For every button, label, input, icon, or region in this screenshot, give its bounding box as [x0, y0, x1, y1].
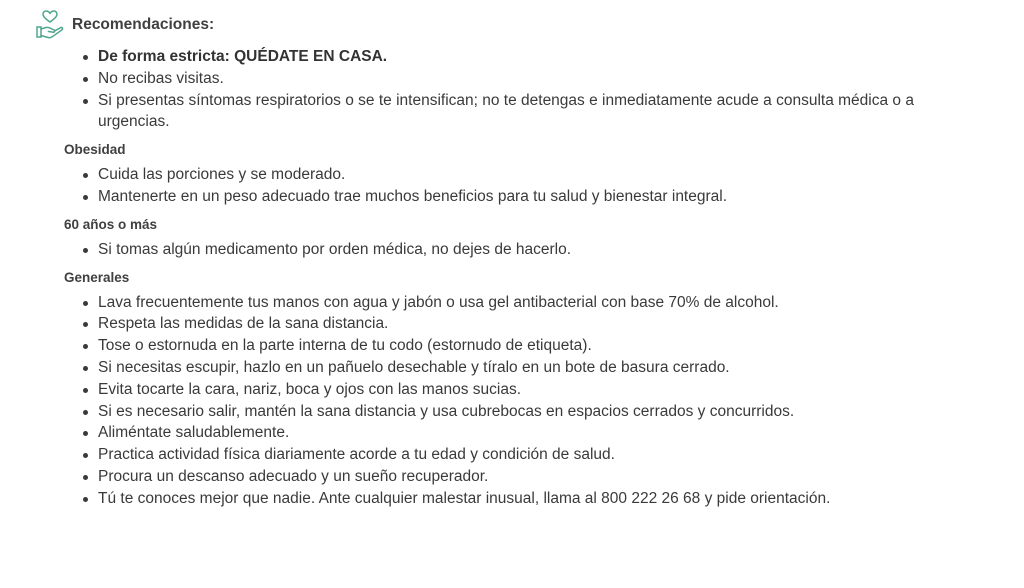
list-item: Lava frecuentemente tus manos con agua y jabón o usa gel antibacterial con base 70% de alcohol. — [98, 292, 964, 314]
main-recommendations-list — [64, 46, 964, 133]
list-item: Evita tocarte la cara, nariz, boca y ojos con las manos sucias. — [98, 379, 964, 401]
list-item: No recibas visitas. — [98, 68, 964, 90]
section-title-generales: Generales — [64, 269, 130, 285]
recommendations-header — [36, 10, 214, 40]
list-item: Aliméntate saludablemente. — [98, 422, 964, 444]
list-item: Tú te conoces mejor que nadie. Ante cualquier malestar inusual, llama al 800 222 26 68 y pide orientación. — [98, 488, 964, 510]
list-item: Tose o estornuda en la parte interna de tu codo (estornudo de etiqueta). — [98, 335, 964, 357]
list-item: Si es necesario salir, mantén la sana distancia y usa cubrebocas en espacios cerrados y concurridos. — [98, 401, 964, 423]
recommendations-title: Recomendaciones: — [72, 16, 215, 33]
recommendations-content — [64, 46, 964, 510]
hand-heart-icon — [36, 10, 64, 40]
list-item: Practica actividad física diariamente acorde a tu edad y condición de salud. — [98, 444, 964, 466]
list-item: Mantenerte en un peso adecuado trae muchos beneficios para tu salud y bienestar integral. — [98, 186, 964, 208]
list-item: De forma estricta: QUÉDATE EN CASA. — [98, 46, 964, 68]
list-item: Cuida las porciones y se moderado. — [98, 164, 964, 186]
list-item: Si presentas síntomas respiratorios o se te intensifican; no te detengas e inmediatamente acude a consulta médica o a urgencias. — [98, 90, 964, 134]
sixty-plus-list — [64, 239, 964, 261]
obesidad-list — [64, 164, 964, 208]
generales-list — [64, 292, 964, 510]
list-item: Si tomas algún medicamento por orden médica, no dejes de hacerlo. — [98, 239, 964, 261]
list-item: Procura un descanso adecuado y un sueño recuperador. — [98, 466, 964, 488]
list-item: Si necesitas escupir, hazlo en un pañuelo desechable y tíralo en un bote de basura cerrado. — [98, 357, 964, 379]
section-title-obesidad: Obesidad — [64, 142, 126, 158]
section-title-60-anos: 60 años o más — [64, 216, 158, 232]
list-item: Respeta las medidas de la sana distancia. — [98, 313, 964, 335]
